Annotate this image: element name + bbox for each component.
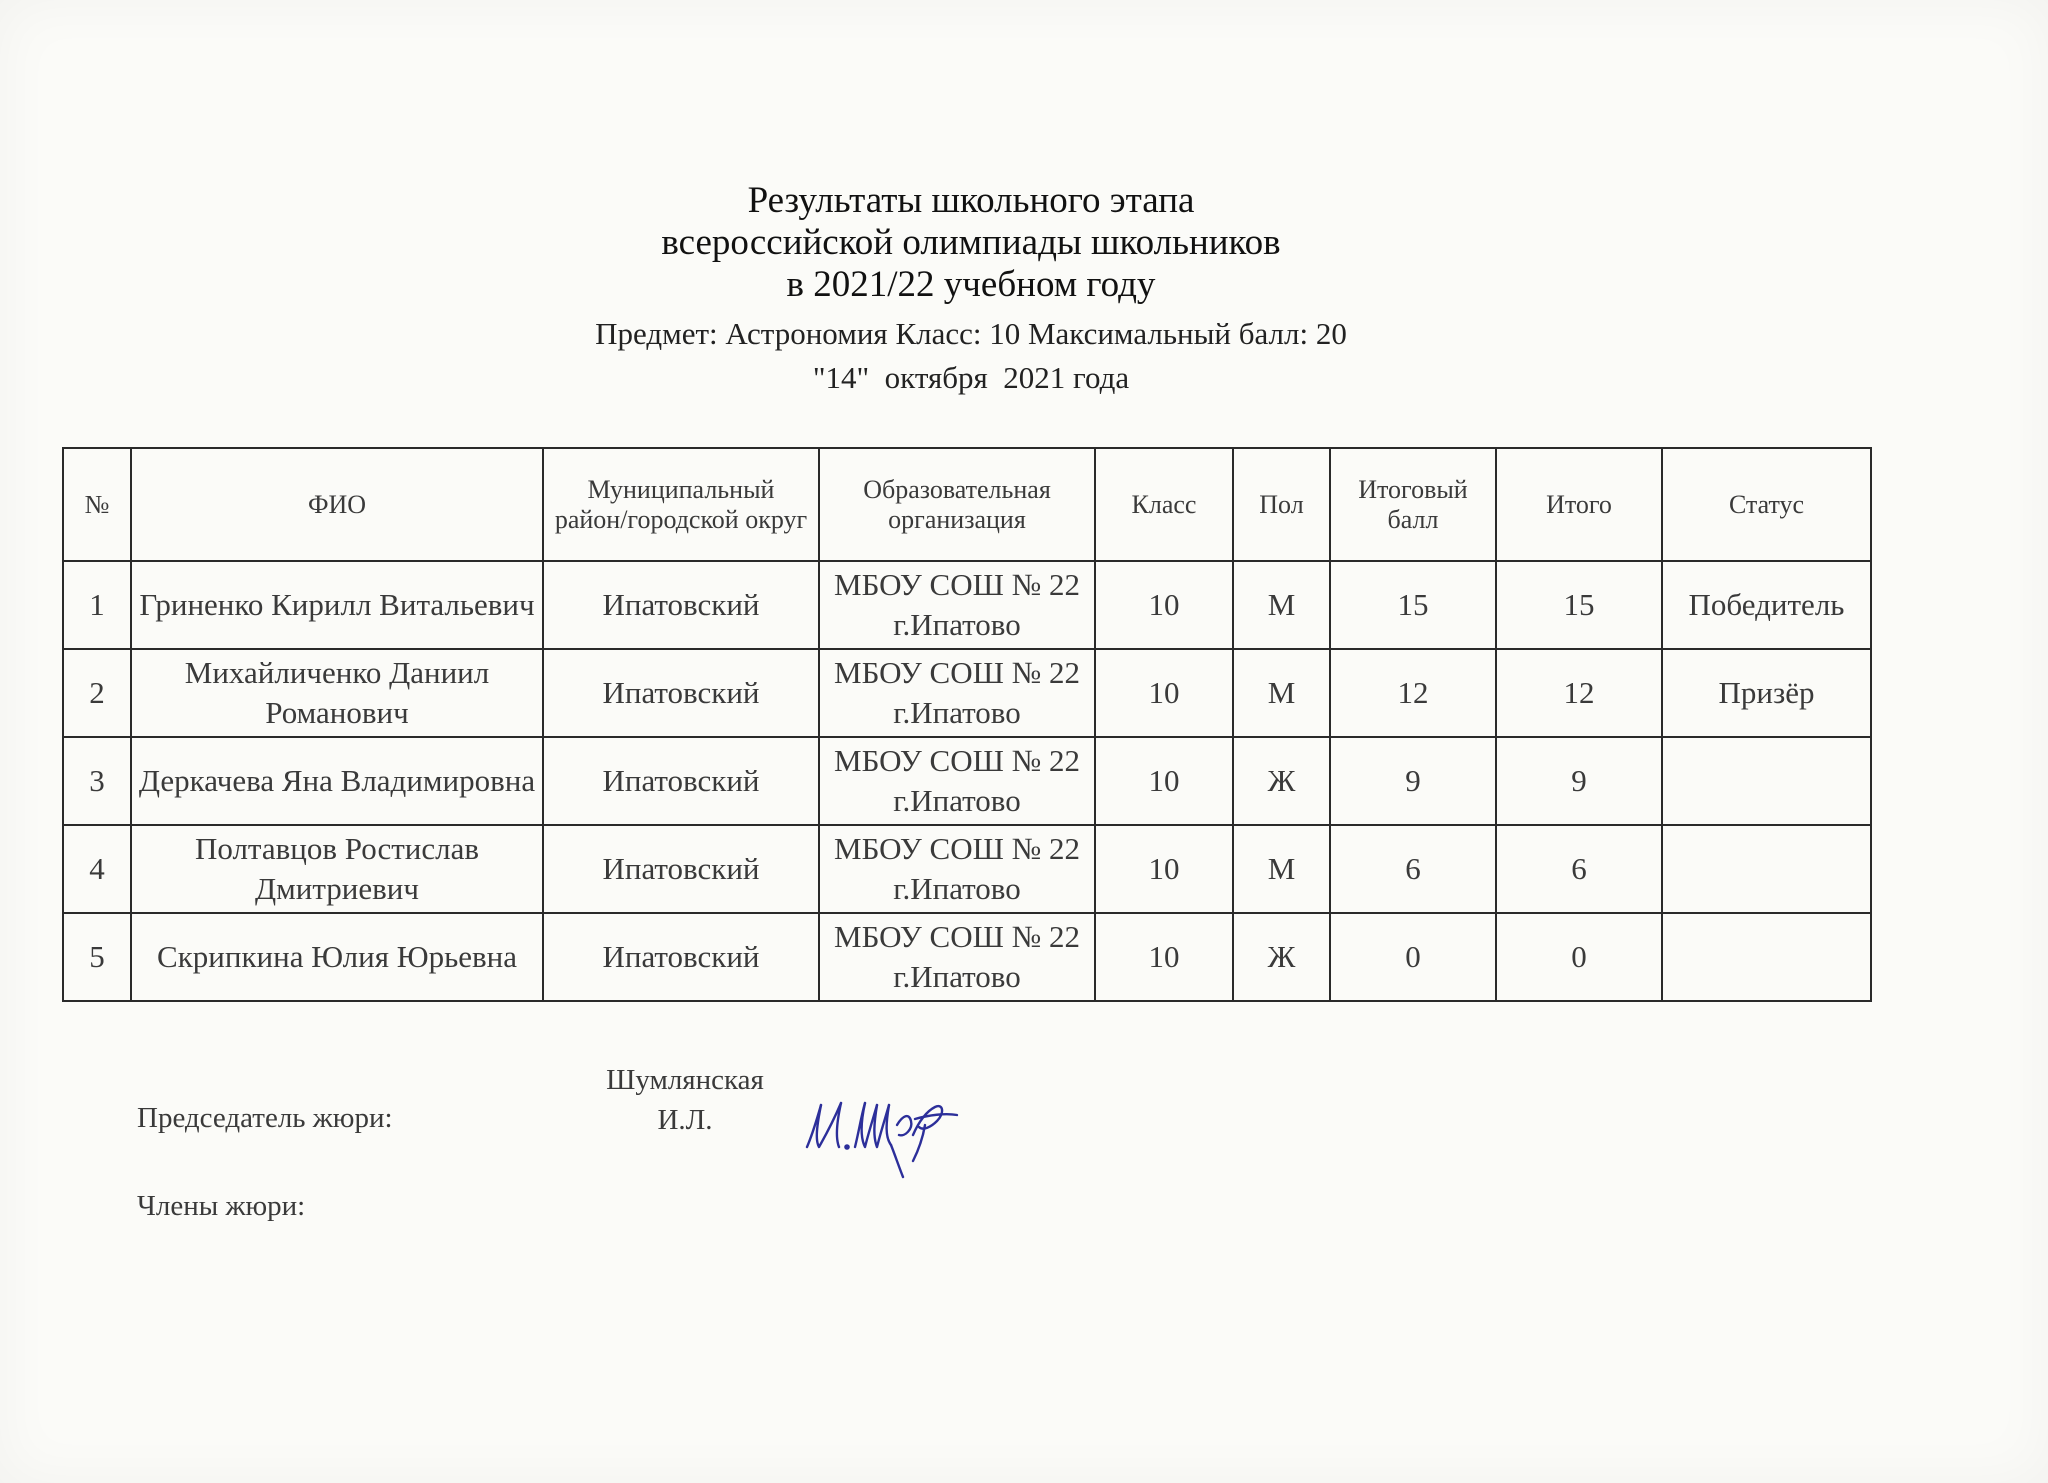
table-row [63, 649, 1871, 737]
cell-grade: 10 [1095, 737, 1233, 825]
title-line-1: Результаты школьного этапа [747, 180, 1195, 221]
cell-grade: 10 [1095, 913, 1233, 1001]
table-row [63, 737, 1871, 825]
header-grade: Класс [1095, 448, 1233, 561]
cell-final-score: 9 [1330, 737, 1496, 825]
header-final-score: Итоговый балл [1330, 448, 1496, 561]
subject-line: Предмет: Астрономия Класс: 10 Максимальный балл: 20 [595, 316, 1347, 351]
header-district: Муниципальный район/городской округ [543, 448, 819, 561]
cell-grade: 10 [1095, 825, 1233, 913]
cell-district: Ипатовский [543, 649, 819, 737]
signature-image [795, 1085, 965, 1180]
title-line-3: в 2021/22 учебном году [786, 264, 1156, 305]
cell-fio: Полтавцов Ростислав Дмитриевич [131, 825, 543, 913]
cell-total: 9 [1496, 737, 1662, 825]
cell-fio: Деркачева Яна Владимировна [131, 737, 543, 825]
header-number: № [63, 448, 131, 561]
cell-final-score: 15 [1330, 561, 1496, 649]
cell-fio: Гриненко Кирилл Витальевич [131, 561, 543, 649]
table-row [63, 825, 1871, 913]
cell-final-score: 0 [1330, 913, 1496, 1001]
title-line-2: всероссийской олимпиады школьников [661, 222, 1281, 263]
cell-organization: МБОУ СОШ № 22 г.Ипатово [819, 737, 1095, 825]
header-status: Статус [1662, 448, 1871, 561]
cell-organization: МБОУ СОШ № 22 г.Ипатово [819, 561, 1095, 649]
cell-total: 15 [1496, 561, 1662, 649]
results-table [62, 447, 1872, 1002]
cell-total: 6 [1496, 825, 1662, 913]
cell-number: 5 [63, 913, 131, 1001]
table-row [63, 561, 1871, 649]
date-line: "14" октября 2021 года [812, 360, 1130, 395]
cell-status [1662, 913, 1871, 1001]
cell-sex: М [1233, 649, 1330, 737]
document-header [0, 180, 1942, 400]
cell-total: 12 [1496, 649, 1662, 737]
cell-district: Ипатовский [543, 913, 819, 1001]
cell-sex: Ж [1233, 913, 1330, 1001]
cell-district: Ипатовский [543, 825, 819, 913]
jury-chair-name: Шумлянская И.Л. [606, 1064, 764, 1136]
cell-number: 4 [63, 825, 131, 913]
cell-grade: 10 [1095, 561, 1233, 649]
cell-sex: М [1233, 561, 1330, 649]
cell-fio: Михайличенко Даниил Романович [131, 649, 543, 737]
jury-chair-label: Председатель жюри: [137, 1102, 393, 1134]
cell-fio: Скрипкина Юлия Юрьевна [131, 913, 543, 1001]
cell-number: 2 [63, 649, 131, 737]
cell-sex: Ж [1233, 737, 1330, 825]
header-sex: Пол [1233, 448, 1330, 561]
cell-number: 3 [63, 737, 131, 825]
cell-organization: МБОУ СОШ № 22 г.Ипатово [819, 649, 1095, 737]
cell-status [1662, 737, 1871, 825]
cell-final-score: 6 [1330, 825, 1496, 913]
jury-members-label: Члены жюри: [137, 1190, 306, 1222]
cell-grade: 10 [1095, 649, 1233, 737]
cell-status: Призёр [1662, 649, 1871, 737]
cell-district: Ипатовский [543, 737, 819, 825]
cell-sex: М [1233, 825, 1330, 913]
cell-final-score: 12 [1330, 649, 1496, 737]
header-organization: Образовательная организация [819, 448, 1095, 561]
handwritten-signature [795, 1085, 965, 1185]
table-header-row [63, 448, 1871, 561]
header-total: Итого [1496, 448, 1662, 561]
cell-status [1662, 825, 1871, 913]
cell-district: Ипатовский [543, 561, 819, 649]
cell-organization: МБОУ СОШ № 22 г.Ипатово [819, 825, 1095, 913]
cell-organization: МБОУ СОШ № 22 г.Ипатово [819, 913, 1095, 1001]
cell-number: 1 [63, 561, 131, 649]
table-row [63, 913, 1871, 1001]
header-fio: ФИО [131, 448, 543, 561]
cell-total: 0 [1496, 913, 1662, 1001]
cell-status: Победитель [1662, 561, 1871, 649]
